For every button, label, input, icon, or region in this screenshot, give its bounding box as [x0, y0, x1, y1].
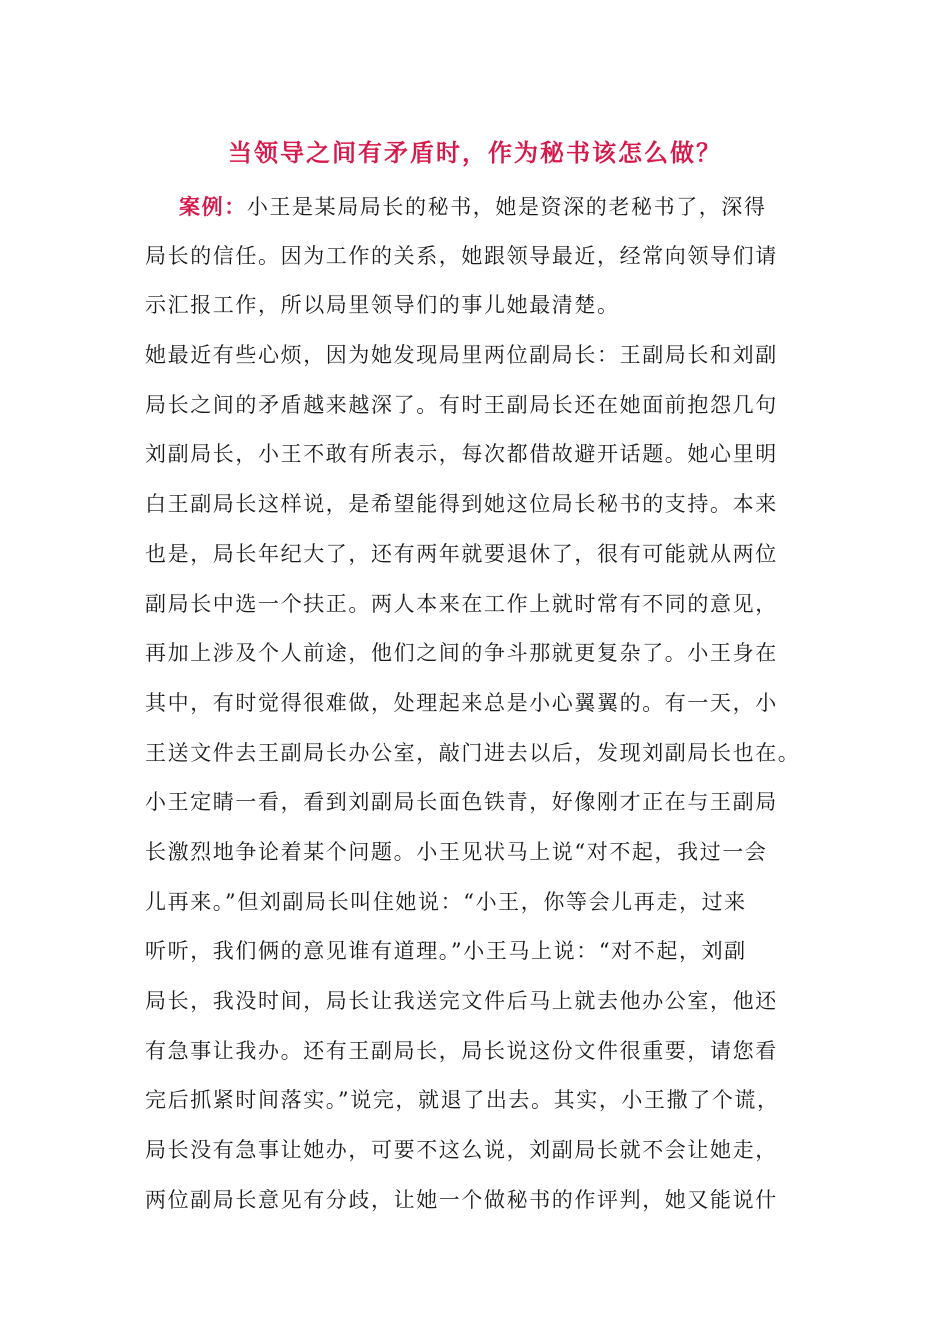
text-line-14: 长激烈地争论着某个问题。小王见状马上说“对不起，我过一会	[145, 839, 768, 864]
text-line-21: 两位副局长意见有分歧，让她一个做秘书的作评判，她又能说什	[145, 1187, 778, 1212]
document-body	[145, 182, 815, 1225]
text-line-20: 局长没有急事让她办，可要不这么说，刘副局长就不会让她走，	[145, 1138, 778, 1163]
text-line-content: 小王是某局局长的秘书，她是资深的老秘书了，深得	[246, 195, 767, 219]
text-line-12: 王送文件去王副局长办公室，敲门进去以后，发现刘副局长也在。	[145, 740, 801, 765]
text-line-16: 听听，我们俩的意见谁有道理。”小王马上说：“对不起，刘副	[145, 939, 747, 964]
document-title: 当领导之间有矛盾时，作为秘书该怎么做？	[228, 138, 722, 167]
text-line-8: 也是，局长年纪大了，还有两年就要退休了，很有可能就从两位	[145, 541, 778, 566]
text-line-13: 小王定睛一看，看到刘副局长面色铁青，好像刚才正在与王副局	[145, 790, 778, 815]
text-line-2: 局长的信任。因为工作的关系，她跟领导最近，经常向领导们请	[145, 243, 778, 268]
text-line-19: 完后抓紧时间落实。”说完，就退了出去。其实，小王撒了个谎，	[145, 1088, 780, 1113]
text-line-18: 有急事让我办。还有王副局长，局长说这份文件很重要，请您看	[145, 1038, 778, 1063]
text-line-15: 儿再来。”但刘副局长叫住她说：“小王，你等会儿再走，过来	[145, 889, 747, 914]
text-line-17: 局长，我没时间，局长让我送完文件后马上就去他办公室，他还	[145, 989, 778, 1013]
text-line-1	[145, 182, 815, 232]
text-line-9: 副局长中选一个扶正。两人本来在工作上就时常有不同的意见，	[145, 591, 778, 616]
text-line-6: 刘副局长，小王不敢有所表示，每次都借故避开话题。她心里明	[145, 442, 778, 467]
text-line-3: 示汇报工作，所以局里领导们的事儿她最清楚。	[145, 293, 620, 318]
text-line-11: 其中，有时觉得很难做，处理起来总是小心翼翼的。有一天，小	[145, 690, 778, 715]
case-label: 案例：	[179, 194, 247, 219]
text-line-4: 她最近有些心烦，因为她发现局里两位副局长：王副局长和刘副	[145, 343, 778, 368]
text-line-10: 再加上涉及个人前途，他们之间的争斗那就更复杂了。小王身在	[145, 641, 778, 666]
text-line-5: 局长之间的矛盾越来越深了。有时王副局长还在她面前抱怨几句	[145, 392, 778, 417]
text-line-7: 白王副局长这样说，是希望能得到她这位局长秘书的支持。本来	[145, 492, 778, 517]
